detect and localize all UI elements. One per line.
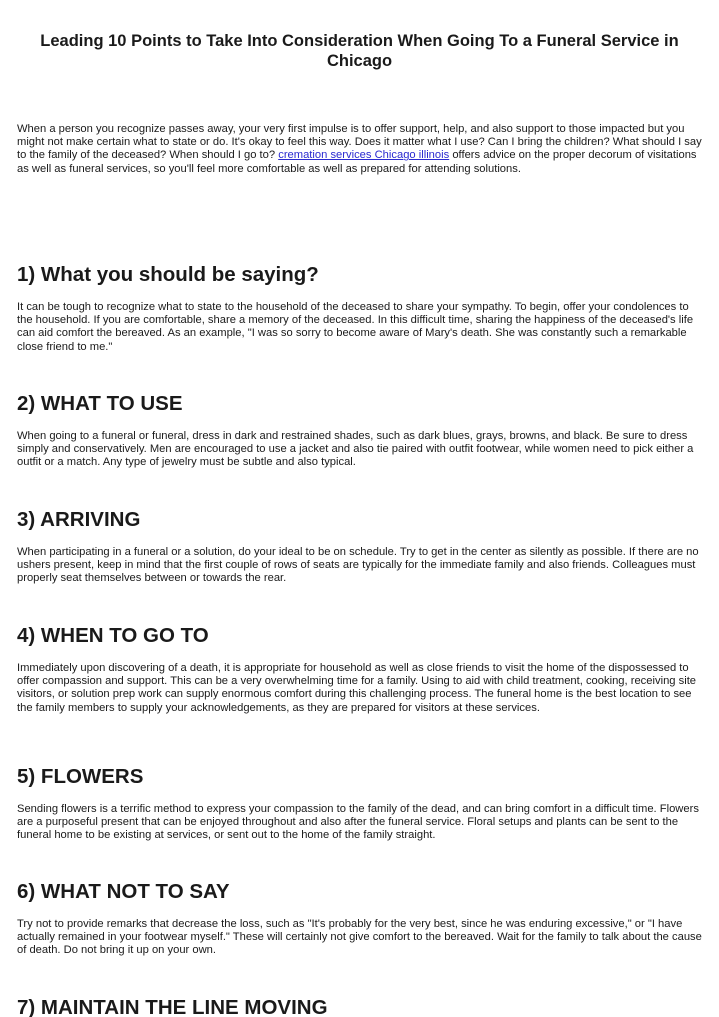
cremation-services-link[interactable]: cremation services Chicago illinois <box>278 149 450 162</box>
section-body: Sending flowers is a terrific method to express your compassion to the family of the dead, and can bring comfort in a difficult time. Flowers are a purposeful present that can be enjoyed throughout and also after the funeral service. Floral setups and plants can be sent to the funeral home to be existing at services, or sent out to the home of the family straight. <box>17 803 699 842</box>
section-body: It can be tough to recognize what to state to the household of the deceased to share your sympathy. To begin, offer your condolences to the household. If you are comfortable, share a memory of the deceased. In this difficult time, sharing the happiness of the deceased's life can aid comfort the bereaved. As an example, "I was so sorry to become aware of Mary's death. She was constantly such a remarkable close friend to me." <box>17 301 694 353</box>
section-what-not-to-say <box>17 880 707 958</box>
section-when-to-go <box>17 624 707 715</box>
section-heading: 5) FLOWERS <box>17 765 144 788</box>
page-title: Leading 10 Points to Take Into Consideration When Going To a Funeral Service in Chicago <box>40 32 679 70</box>
section-heading: 4) WHEN TO GO TO <box>17 624 209 647</box>
section-keep-line-moving <box>17 996 707 1017</box>
section-heading: 3) ARRIVING <box>17 508 141 531</box>
section-heading: 7) MAINTAIN THE LINE MOVING <box>17 996 328 1017</box>
intro-text-after-link: offers advice on the proper decorum of visitations as well as funeral services, so you'll feel more comfortable as well as prepared for attending solutions. <box>17 149 697 175</box>
section-body: When going to a funeral or funeral, dress in dark and restrained shades, such as dark blues, grays, browns, and black. Be sure to dress simply and conservatively. Men are encouraged to use a jacket and also tie paired with outfit footwear, while women need to pick either a outfit or a match. Any type of jewelry must be subtle and also typical. <box>17 430 694 469</box>
section-body: When participating in a funeral or a solution, do your ideal to be on schedule. Try to get in the center as silently as possible. If there are no ushers present, keep in mind that the first couple of rows of seats are typically for the immediate family and also friends. Colleagues must properly seat themselves between or towards the rear. <box>17 546 699 585</box>
section-heading: 1) What you should be saying? <box>17 263 319 286</box>
intro-text-before-link: When a person you recognize passes away, your very first impulse is to offer support, help, and also support to those impacted but you might not make certain what to state or do. It's okay to feel this way. Does it matter what I use? Can I bring the children? What should I say to the family of the deceased? When should I go to? <box>17 123 702 162</box>
section-arriving <box>17 508 707 586</box>
intro-paragraph <box>17 123 707 176</box>
section-what-to-use <box>17 392 707 470</box>
section-flowers <box>17 765 707 843</box>
section-heading: 2) WHAT TO USE <box>17 392 183 415</box>
section-what-to-say <box>17 263 707 354</box>
section-heading: 6) WHAT NOT TO SAY <box>17 880 230 903</box>
section-body: Try not to provide remarks that decrease the loss, such as "It's probably for the very best, since he was enduring excessive," or "I have actually remained in your footwear myself." These will certainly not give comfort to the bereaved. Wait for the family to talk about the cause of death. Do not bring it up on your own. <box>17 918 702 957</box>
section-body: Immediately upon discovering of a death, it is appropriate for household as well as close friends to visit the home of the dispossessed to offer compassion and support. This can be a very overwhelming time for a family. Using to aid with child treatment, cooking, receiving site visitors, or solution prep work can supply enormous comfort during this challenging process. The funeral home is the best location to see the family members to supply your acknowledgements, as they are prepared for visitors at these services. <box>17 662 697 714</box>
